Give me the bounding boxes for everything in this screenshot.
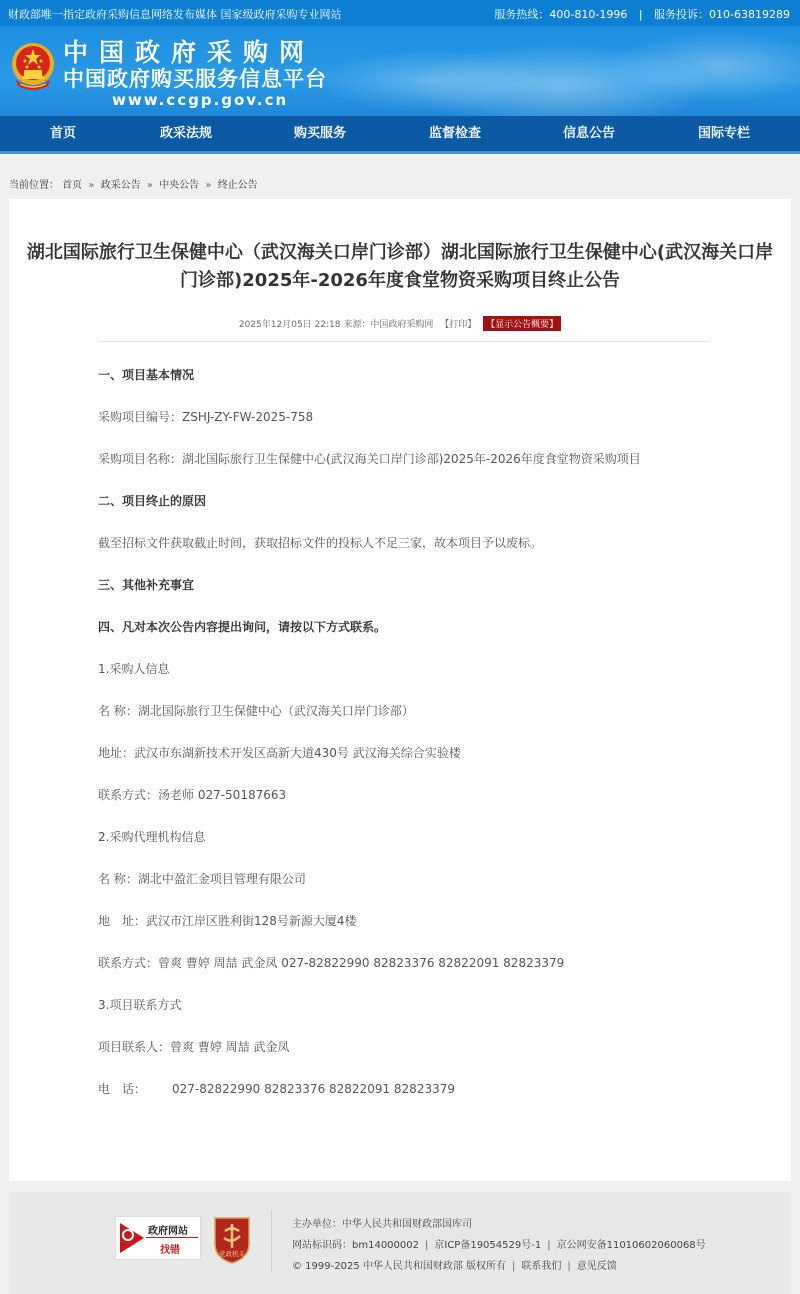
copyright: © 1999-2025 中华人民共和国财政部 版权所有: [292, 1261, 507, 1272]
magnifier-icon: [122, 1229, 134, 1241]
site-banner: [0, 26, 800, 116]
show-summary-button[interactable]: 【显示公告概要】: [483, 316, 561, 331]
section-heading: 三、其他补充事宜: [98, 578, 195, 592]
copyright-line: © 1999-2025 中华人民共和国财政部 版权所有 | 联系我们 | 意见反馈: [292, 1261, 617, 1272]
article-title: 湖北国际旅行卫生保健中心（武汉海关口岸门诊部）湖北国际旅行卫生保健中心(武汉海关口岸门诊部)2025年-2026年度食堂物资采购项目终止公告: [26, 242, 774, 291]
nav-item-regulations[interactable]: 政采法规: [159, 126, 212, 141]
breadcrumb-separator: »: [205, 180, 212, 191]
find-error-line2: 找错: [160, 1245, 180, 1256]
breadcrumb: [9, 176, 258, 191]
site-id: 网站标识码：bm14000002: [292, 1240, 419, 1251]
breadcrumb-termination-notices[interactable]: 终止公告: [217, 180, 258, 191]
nav-item-supervision[interactable]: 监督检查: [428, 126, 481, 141]
nav-item-announcements[interactable]: 信息公告: [562, 126, 615, 141]
project-number: 采购项目编号：ZSHJ-ZY-FW-2025-758: [98, 410, 314, 424]
breadcrumb-home[interactable]: 首页: [62, 180, 83, 191]
project-contact-persons: 项目联系人：曾爽 曹婷 周喆 武金凤: [98, 1040, 290, 1054]
purchaser-address: 地址：武汉市东湖新技术开发区高新大道430号 武汉海关综合实验楼: [98, 746, 461, 760]
print-link[interactable]: 【打印】: [440, 320, 477, 330]
section-heading: 二、项目终止的原因: [98, 494, 207, 508]
article-body: [98, 367, 718, 1123]
top-strip: [0, 0, 800, 26]
agency-name: 名 称：湖北中盈汇金项目管理有限公司: [98, 872, 306, 886]
subsection-agency: 2.采购代理机构信息: [98, 830, 206, 844]
national-emblem-icon[interactable]: [10, 40, 56, 92]
footer-info: [292, 1214, 706, 1277]
termination-reason: 截至招标文件获取截止时间，获取招标文件的投标人不足三家，故本项目予以废标。: [98, 536, 543, 550]
divider: [146, 1237, 198, 1238]
site-footer: [9, 1192, 791, 1294]
project-name: 采购项目名称：湖北国际旅行卫生保健中心(武汉海关口岸门诊部)2025年-2026年度食堂物资采购项目: [98, 452, 641, 466]
breadcrumb-central-notices[interactable]: 中央公告: [159, 180, 200, 191]
service-hotline: 服务热线：400-810-1996: [494, 8, 628, 21]
subsection-purchaser: 1.采购人信息: [98, 662, 170, 676]
sponsor-line: 主办单位：中华人民共和国财政部国库司: [292, 1219, 472, 1230]
police-record-link[interactable]: 京公网安备11010602060068号: [556, 1240, 706, 1251]
project-phone: [98, 1081, 718, 1123]
site-url: www.ccgp.gov.cn: [112, 91, 289, 109]
footer-divider: [271, 1210, 272, 1272]
subsection-project-contact: 3.项目联系方式: [98, 998, 182, 1012]
service-complaint: 服务投诉：010-63819289: [654, 8, 790, 21]
article-source: 来源：中国政府采购网: [343, 320, 434, 330]
nav-item-home[interactable]: 首页: [49, 126, 76, 141]
nav-item-purchase-services[interactable]: 购买服务: [293, 126, 346, 141]
feedback-link[interactable]: 意见反馈: [576, 1261, 617, 1272]
phone-label: 电 话：: [98, 1082, 147, 1096]
registration-line: 网站标识码：bm14000002 | 京ICP备19054529号-1 | 京公网安备11010602060068号: [292, 1240, 706, 1251]
agency-contact: 联系方式：曾爽 曹婷 周喆 武金凤 027-82822990 82823376 82822091 82823379: [98, 956, 565, 970]
nav-item-international[interactable]: 国际专栏: [697, 126, 750, 141]
separator: |: [638, 8, 643, 21]
breadcrumb-separator: »: [88, 180, 95, 191]
section-heading: 四、凡对本次公告内容提出询问，请按以下方式联系。: [98, 620, 387, 634]
party-badge-label: 党政机关: [219, 1250, 245, 1258]
contact-us-link[interactable]: 联系我们: [521, 1261, 562, 1272]
site-subtitle: 中国政府购买服务信息平台: [63, 67, 327, 91]
service-contacts: [494, 6, 790, 22]
section-heading: 一、项目基本情况: [98, 368, 195, 382]
article-card: [9, 199, 791, 1181]
purchaser-name: 名 称：湖北国际旅行卫生保健中心（武汉海关口岸门诊部）: [98, 704, 414, 718]
breadcrumb-procurement-notices[interactable]: 政采公告: [100, 180, 141, 191]
site-slogan: 财政部唯一指定政府采购信息网络发布媒体 国家级政府采购专业网站: [8, 8, 342, 21]
icp-link[interactable]: 京ICP备19054529号-1: [434, 1240, 542, 1251]
find-error-line1: 政府网站: [148, 1226, 188, 1237]
purchaser-contact: 联系方式：汤老师 027-50187663: [98, 788, 287, 802]
breadcrumb-separator: »: [146, 180, 153, 191]
divider: [98, 341, 710, 342]
article-meta: [9, 316, 791, 331]
phone-value: 027-82822990 82823376 82822091 82823379: [172, 1082, 455, 1096]
party-government-badge-icon[interactable]: [212, 1214, 252, 1264]
publish-datetime: 2025年12月05日 22:18: [238, 320, 341, 330]
breadcrumb-prefix: 当前位置：: [9, 180, 59, 191]
main-nav: [0, 116, 800, 154]
gov-site-error-report-button[interactable]: [115, 1216, 201, 1260]
site-title[interactable]: 中国政府采购网: [63, 38, 316, 67]
agency-address: 地 址：武汉市江岸区胜利街128号新源大厦4楼: [98, 914, 357, 928]
